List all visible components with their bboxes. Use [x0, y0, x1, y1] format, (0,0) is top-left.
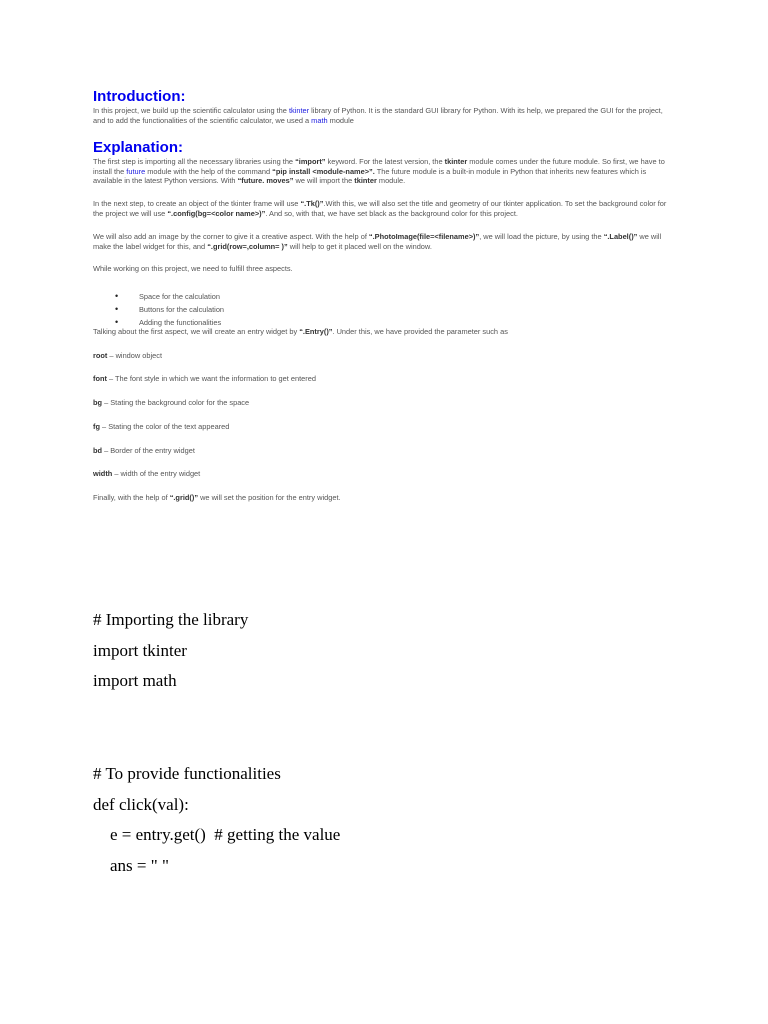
code-line-comment-import: # Importing the library — [93, 610, 249, 629]
text-run: library of Python. It is the standard GUI library for Python. With its help, we prepared the GUI for the project, and to add the functionalities of the scientific calculator, we used a — [93, 106, 663, 125]
text-run: , we will load the picture, by using the — [479, 232, 604, 241]
code-line-import-math: import math — [93, 671, 177, 690]
list-item-label: Space for the calculation — [139, 292, 220, 301]
text-run: module with the help of the command — [145, 166, 273, 176]
text-run: keyword. For the latest version, the — [325, 157, 445, 166]
param-description: – Border of the entry widget — [102, 446, 195, 455]
code-line-comment-functionalities: # To provide functionalities — [93, 764, 281, 783]
param-font — [93, 374, 669, 384]
code-line-entry-get: e = entry.get() # getting the value — [93, 825, 341, 844]
code-line-import-tkinter: import tkinter — [93, 641, 187, 660]
list-item-label: Adding the functionalities — [139, 318, 222, 327]
bold-term: “.Entry()” — [299, 327, 333, 336]
param-description: – width of the entry widget — [112, 469, 201, 478]
text-run: We will also add an image by the corner to give it a creative aspect. With the help of — [93, 232, 369, 241]
bold-term: tkinter — [354, 176, 377, 186]
explanation-paragraph-imports — [93, 157, 669, 186]
text-run: In the next step, to create an object of the tkinter frame will use — [93, 199, 301, 208]
param-description: – The font style in which we want the information to get entered — [106, 374, 316, 383]
bold-term: “.config(bg=<color name>)” — [167, 208, 266, 218]
tkinter-link[interactable]: tkinter — [288, 106, 310, 115]
bold-term: “.Label()” — [603, 232, 638, 241]
introduction-paragraph — [93, 106, 669, 125]
introduction-heading: Introduction: — [93, 88, 186, 105]
param-description: – Stating the color of the text appeared — [99, 422, 230, 431]
text-run: The first step is importing all the necessary libraries using the — [93, 157, 296, 166]
text-run: module. — [376, 176, 406, 186]
explanation-paragraph-tk-object — [93, 199, 669, 218]
bullet-icon: • — [115, 317, 119, 327]
bold-term: “.grid()” — [169, 493, 199, 502]
text-run: The future module is a built-in module in Python that inherits new features which is available in the latest Python versions. With — [93, 166, 647, 186]
param-description: – window object — [107, 351, 163, 360]
future-link[interactable]: future — [126, 166, 146, 176]
bold-term: “pip install <module-name>”. — [272, 166, 375, 176]
bold-term: “import” — [295, 157, 326, 166]
text-run: Talking about the first aspect, we will create an entry widget by — [93, 327, 300, 336]
text-run: we will import the — [293, 176, 355, 186]
param-root — [93, 351, 669, 361]
text-run: Finally, with the help of — [93, 493, 170, 502]
bold-term: tkinter — [444, 157, 468, 166]
bullet-icon: • — [115, 304, 119, 314]
text-run: module comes under the future module. So first, we have to install the — [93, 157, 665, 176]
explanation-paragraph-final — [93, 493, 669, 503]
text-run: we will set the position for the entry widget. — [198, 493, 341, 502]
bold-term: “.PhotoImage(file=<filename>)” — [368, 232, 480, 241]
param-description: – Stating the background color for the space — [102, 398, 250, 407]
code-line-def-click: def click(val): — [93, 795, 189, 814]
param-bg — [93, 398, 669, 408]
text-run: .With this, we will also set the title and geometry of our tkinter application. To set the background color for the project we will use — [93, 199, 667, 218]
text-run: In this project, we build up the scientific calculator using the — [93, 106, 289, 115]
text-run: . Under this, we have provided the parameter such as — [332, 327, 508, 336]
math-link[interactable]: math — [311, 115, 328, 125]
bold-term: “future. moves” — [237, 176, 294, 186]
text-run: . And so, with that, we have set black as the background color for this project. — [265, 208, 518, 218]
explanation-heading: Explanation: — [93, 139, 184, 156]
param-name: bd — [93, 446, 103, 455]
param-name: font — [93, 374, 107, 383]
param-name: fg — [93, 422, 100, 431]
bold-term: “.grid(row=,column= )” — [207, 241, 288, 251]
param-fg — [93, 422, 669, 432]
explanation-paragraph-image — [93, 232, 669, 251]
explanation-paragraph-aspects: While working on this project, we need to fulfill three aspects. — [93, 264, 293, 273]
param-bd — [93, 446, 669, 456]
bullet-icon: • — [115, 291, 119, 301]
code-line-ans: ans = " " — [93, 856, 169, 875]
bold-term: “.Tk()” — [300, 199, 324, 208]
param-name: root — [93, 351, 108, 360]
param-name: bg — [93, 398, 103, 407]
param-width — [93, 469, 669, 479]
text-run: will help to get it placed well on the window. — [287, 241, 432, 251]
param-name: width — [93, 469, 113, 478]
list-item-label: Buttons for the calculation — [139, 305, 225, 314]
explanation-paragraph-entry — [93, 327, 669, 337]
text-run: we will make the label widget for this, and — [93, 232, 662, 251]
text-run: module — [327, 115, 354, 125]
